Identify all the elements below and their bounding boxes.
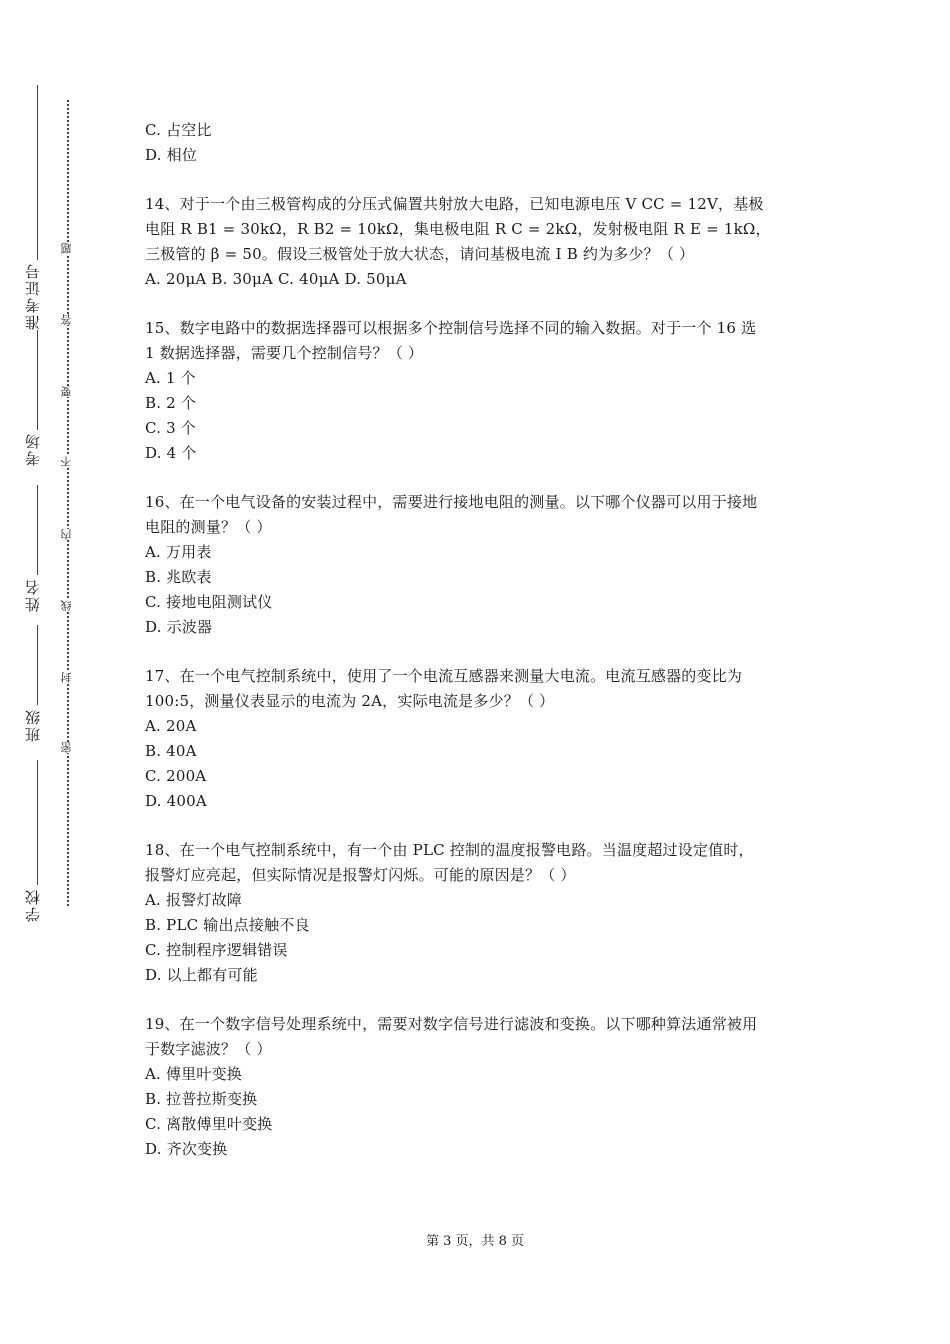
question-text-line: 100:5，测量仪表显示的电流为 2A，实际电流是多少？（ ） bbox=[145, 692, 555, 710]
seal-char: 密 bbox=[59, 742, 77, 753]
question-text-line: 18、在一个电气控制系统中，有一个由 PLC 控制的温度报警电路。当温度超过设定值时， bbox=[145, 841, 754, 859]
option-line: B. 拉普拉斯变换 bbox=[145, 1090, 258, 1108]
question-text-line: 电阻 R B1 = 30kΩ，R B2 = 10kΩ，集电极电阻 R C = 2kΩ，发射极电阻 R E = 1kΩ， bbox=[145, 220, 771, 238]
seal-dotted-line bbox=[67, 100, 69, 906]
field-label-class: 班级 bbox=[24, 708, 42, 742]
question-text-line: 19、在一个数字信号处理系统中，需要对数字信号进行滤波和变换。以下哪种算法通常被用 bbox=[145, 1015, 758, 1033]
option-line: D. 示波器 bbox=[145, 618, 213, 636]
field-label-school: 学校 bbox=[24, 888, 42, 922]
option-line: D. 以上都有可能 bbox=[145, 966, 258, 984]
field-line bbox=[37, 330, 38, 430]
option-line: A. 1 个 bbox=[145, 369, 196, 387]
option-line: D. 相位 bbox=[145, 146, 198, 164]
question-text-line: 15、数字电路中的数据选择器可以根据多个控制信号选择不同的输入数据。对于一个 16 选 bbox=[145, 319, 757, 337]
seal-char: 要 bbox=[59, 386, 77, 397]
question-text-line: 17、在一个电气控制系统中，使用了一个电流互感器来测量大电流。电流互感器的变比为 bbox=[145, 667, 743, 685]
option-line: B. 40A bbox=[145, 742, 197, 760]
option-line: A. 20A bbox=[145, 717, 197, 735]
binding-margin bbox=[0, 0, 110, 1344]
option-line: B. 兆欧表 bbox=[145, 568, 212, 586]
field-label-name: 姓名 bbox=[24, 578, 42, 612]
option-line: C. 控制程序逻辑错误 bbox=[145, 941, 288, 959]
question-text-line: 1 数据选择器，需要几个控制信号？（ ） bbox=[145, 344, 424, 362]
seal-char: 不 bbox=[59, 456, 77, 467]
question-text-line: 电阻的测量？（ ） bbox=[145, 518, 272, 536]
option-line: D. 400A bbox=[145, 792, 207, 810]
seal-char: 封 bbox=[59, 672, 77, 683]
option-line: D. 齐次变换 bbox=[145, 1140, 228, 1158]
seal-char: 内 bbox=[59, 529, 77, 540]
option-line: C. 200A bbox=[145, 767, 207, 785]
question-16 bbox=[145, 490, 815, 640]
question-text-line: 16、在一个电气设备的安装过程中，需要进行接地电阻的测量。以下哪个仪器可以用于接地 bbox=[145, 493, 758, 511]
field-line bbox=[37, 625, 38, 705]
question-text-line: 14、对于一个由三极管构成的分压式偏置共射放大电路，已知电源电压 V CC = 12V，基极 bbox=[145, 195, 764, 213]
field-line bbox=[37, 85, 38, 260]
question-18 bbox=[145, 838, 815, 988]
option-line: B. 2 个 bbox=[145, 394, 197, 412]
question-15 bbox=[145, 316, 815, 466]
question-content bbox=[145, 118, 815, 1186]
question-14 bbox=[145, 192, 815, 292]
question-text-line: 报警灯应亮起，但实际情况是报警灯闪烁。可能的原因是？（ ） bbox=[145, 866, 576, 884]
option-line: C. 3 个 bbox=[145, 419, 196, 437]
seal-char: 题 bbox=[59, 243, 77, 254]
option-line: C. 接地电阻测试仪 bbox=[145, 593, 273, 611]
question-19 bbox=[145, 1012, 815, 1162]
option-line: A. 傅里叶变换 bbox=[145, 1065, 242, 1083]
option-line: D. 4 个 bbox=[145, 444, 197, 462]
question-text-line: 于数字滤波？（ ） bbox=[145, 1040, 272, 1058]
field-label-exam-room: 考场 bbox=[24, 432, 42, 466]
field-line bbox=[37, 760, 38, 885]
option-line: A. 报警灯故障 bbox=[145, 891, 242, 909]
option-line: A. 20μA B. 30μA C. 40μA D. 50μA bbox=[145, 270, 407, 288]
field-line bbox=[37, 485, 38, 575]
question-17 bbox=[145, 664, 815, 814]
option-line: C. 占空比 bbox=[145, 121, 212, 139]
seal-char: 答 bbox=[59, 314, 77, 325]
question-13-tail bbox=[145, 118, 815, 168]
seal-char: 线 bbox=[59, 600, 77, 611]
option-line: C. 离散傅里叶变换 bbox=[145, 1115, 273, 1133]
page-footer: 第 3 页，共 8 页 bbox=[425, 1234, 525, 1249]
field-label-exam-number: 准考证号 bbox=[24, 262, 42, 330]
question-text-line: 三极管的 β = 50。假设三极管处于放大状态，请问基极电流 I B 约为多少？（ ） bbox=[145, 245, 695, 263]
option-line: B. PLC 输出点接触不良 bbox=[145, 916, 310, 934]
option-line: A. 万用表 bbox=[145, 543, 212, 561]
